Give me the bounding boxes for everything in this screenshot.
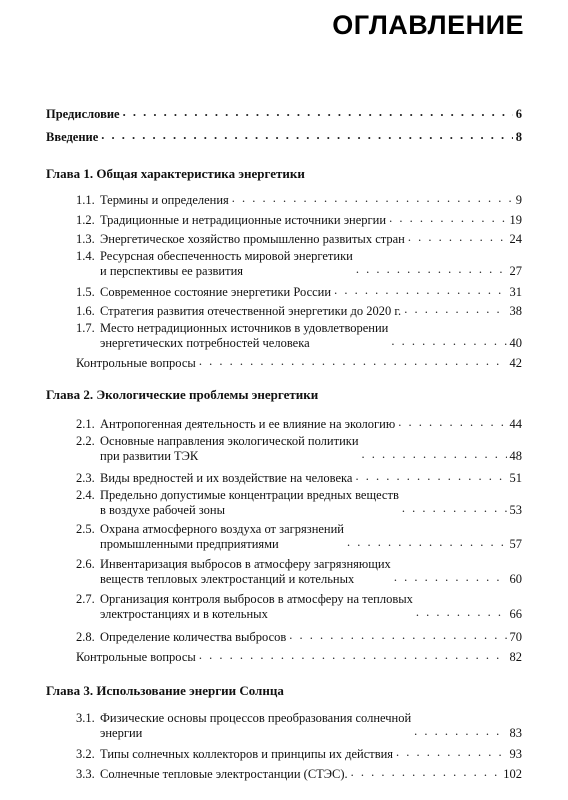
toc-entry-1-3[interactable] — [76, 230, 522, 247]
toc-entry-2-6[interactable] — [76, 557, 522, 587]
toc-entry-introduction[interactable] — [46, 128, 522, 145]
section-number: 2.6. — [76, 557, 95, 571]
section-title: Ресурсная обеспеченность мировой энергетики — [100, 249, 353, 263]
section-number: 2.3. — [76, 471, 95, 485]
section-title-continued: электростанциях и в котельных — [100, 607, 268, 621]
section-title-continued: энергии — [100, 726, 143, 740]
leader-dots — [347, 535, 506, 550]
section-number: 1.3. — [76, 232, 95, 246]
entry-page: 6 — [515, 107, 522, 121]
section-title-continued: промышленными предприятиями — [100, 537, 279, 551]
section-number: 1.5. — [76, 285, 95, 299]
leader-dots — [398, 415, 506, 430]
entry-page: 9 — [515, 193, 522, 207]
section-number: 2.7. — [76, 592, 95, 606]
section-title-continued: энергетических потребностей человека — [100, 336, 310, 350]
leader-dots — [356, 262, 507, 277]
section-number: 1.4. — [76, 249, 95, 263]
leader-dots — [391, 334, 506, 349]
section-title: Контрольные вопросы — [76, 650, 196, 664]
entry-page: 102 — [503, 767, 522, 781]
section-title: Инвентаризация выбросов в атмосферу загрязняющих — [100, 557, 391, 571]
leader-dots — [199, 354, 507, 369]
leader-dots — [355, 469, 506, 484]
leader-dots — [408, 230, 507, 245]
leader-dots — [396, 745, 506, 760]
toc-entry-2-5[interactable] — [76, 522, 522, 552]
leader-dots — [402, 501, 507, 516]
section-title: Традиционные и нетрадиционные источники энергии — [100, 213, 387, 227]
chapter-3-title: Глава 3. Использование энергии Солнца — [46, 683, 284, 698]
entry-page: 42 — [509, 356, 522, 370]
entry-page: 31 — [509, 285, 522, 299]
entry-page: 93 — [509, 747, 522, 761]
toc-entry-1-1[interactable] — [76, 191, 522, 208]
leader-dots — [394, 570, 507, 585]
entry-page: 51 — [509, 471, 522, 485]
section-number: 3.2. — [76, 747, 95, 761]
section-title: Охрана атмосферного воздуха от загрязнений — [100, 522, 345, 536]
section-number: 3.1. — [76, 711, 95, 725]
toc-entry-1-6[interactable] — [76, 302, 522, 319]
leader-dots — [404, 302, 506, 317]
entry-page: 83 — [509, 726, 522, 740]
leader-dots — [199, 648, 507, 663]
entry-page: 57 — [509, 537, 522, 551]
leader-dots — [362, 447, 507, 462]
leader-dots — [416, 605, 507, 620]
entry-page: 38 — [509, 304, 522, 318]
entry-label: Предисловие — [46, 107, 120, 121]
leader-dots — [351, 765, 501, 780]
toc-entry-2-4[interactable] — [76, 488, 522, 518]
entry-page: 70 — [509, 630, 522, 644]
section-title: Типы солнечных коллекторов и принципы их действия — [100, 747, 394, 761]
entry-page: 82 — [509, 650, 522, 664]
entry-page: 27 — [509, 264, 522, 278]
section-title-continued: в воздухе рабочей зоны — [100, 503, 225, 517]
toc-entry-2-questions[interactable] — [76, 648, 522, 665]
section-title: Стратегия развития отечественной энергетики до 2020 г. — [100, 304, 402, 318]
section-number: 2.4. — [76, 488, 95, 502]
section-number: 2.5. — [76, 522, 95, 536]
section-number: 1.7. — [76, 321, 95, 335]
section-number: 2.8. — [76, 630, 95, 644]
section-title: Энергетическое хозяйство промышленно развитых стран — [100, 232, 405, 246]
section-number: 2.1. — [76, 417, 95, 431]
entry-page: 53 — [509, 503, 522, 517]
section-number: 1.2. — [76, 213, 95, 227]
toc-entry-3-2[interactable] — [76, 745, 522, 762]
section-title: Виды вредностей и их воздействие на человека — [100, 471, 353, 485]
section-title: Антропогенная деятельность и ее влияние на экологию — [100, 417, 396, 431]
toc-entry-1-questions[interactable] — [76, 354, 522, 371]
section-number: 1.6. — [76, 304, 95, 318]
section-title: Организация контроля выбросов в атмосферу на тепловых — [100, 592, 413, 606]
leader-dots — [414, 724, 506, 739]
section-title: Определение количества выбросов — [100, 630, 287, 644]
section-number: 1.1. — [76, 193, 95, 207]
section-title: Современное состояние энергетики России — [100, 285, 332, 299]
toc-entry-1-5[interactable] — [76, 283, 522, 300]
toc-entry-1-7[interactable] — [76, 321, 522, 351]
section-title-continued: при развитии ТЭК — [100, 449, 199, 463]
entry-page: 44 — [509, 417, 522, 431]
section-title: Контрольные вопросы — [76, 356, 196, 370]
leader-dots — [232, 191, 513, 206]
toc-entry-2-1[interactable] — [76, 415, 522, 432]
section-title: Место нетрадиционных источников в удовлетворении — [100, 321, 389, 335]
entry-page: 40 — [509, 336, 522, 350]
leader-dots — [334, 283, 506, 298]
section-title: Основные направления экологической политики — [100, 434, 359, 448]
entry-page: 24 — [509, 232, 522, 246]
section-title: Физические основы процессов преобразования солнечной — [100, 711, 412, 725]
toc-entry-2-2[interactable] — [76, 434, 522, 464]
toc-entry-3-1[interactable] — [76, 711, 522, 741]
section-title-continued: и перспективы ее развития — [100, 264, 244, 278]
section-title: Термины и определения — [100, 193, 229, 207]
chapter-1-title: Глава 1. Общая характеристика энергетики — [46, 166, 305, 181]
toc-entry-2-3[interactable] — [76, 469, 522, 486]
toc-entry-2-8[interactable] — [76, 628, 522, 645]
entry-page: 19 — [509, 213, 522, 227]
leader-dots — [101, 128, 512, 143]
section-number: 2.2. — [76, 434, 95, 448]
section-title: Солнечные тепловые электростанции (СТЭС). — [100, 767, 348, 781]
leader-dots — [389, 211, 506, 226]
section-number: 3.3. — [76, 767, 95, 781]
leader-dots — [123, 105, 513, 120]
chapter-2-title: Глава 2. Экологические проблемы энергетики — [46, 387, 319, 402]
entry-page: 66 — [509, 607, 522, 621]
section-title: Предельно допустимые концентрации вредных веществ — [100, 488, 399, 502]
entry-page: 8 — [515, 130, 522, 144]
toc-entry-preface[interactable] — [46, 105, 522, 122]
toc-entry-1-4[interactable] — [76, 249, 522, 279]
entry-page: 48 — [509, 449, 522, 463]
leader-dots — [289, 628, 506, 643]
page-title: ОГЛАВЛЕНИЕ — [332, 10, 524, 40]
section-title-continued: веществ тепловых электростанций и котельных — [100, 572, 355, 586]
entry-label: Введение — [46, 130, 99, 144]
toc-entry-3-3[interactable] — [76, 765, 522, 782]
entry-page: 60 — [509, 572, 522, 586]
toc-entry-1-2[interactable] — [76, 211, 522, 228]
toc-entry-2-7[interactable] — [76, 592, 522, 622]
